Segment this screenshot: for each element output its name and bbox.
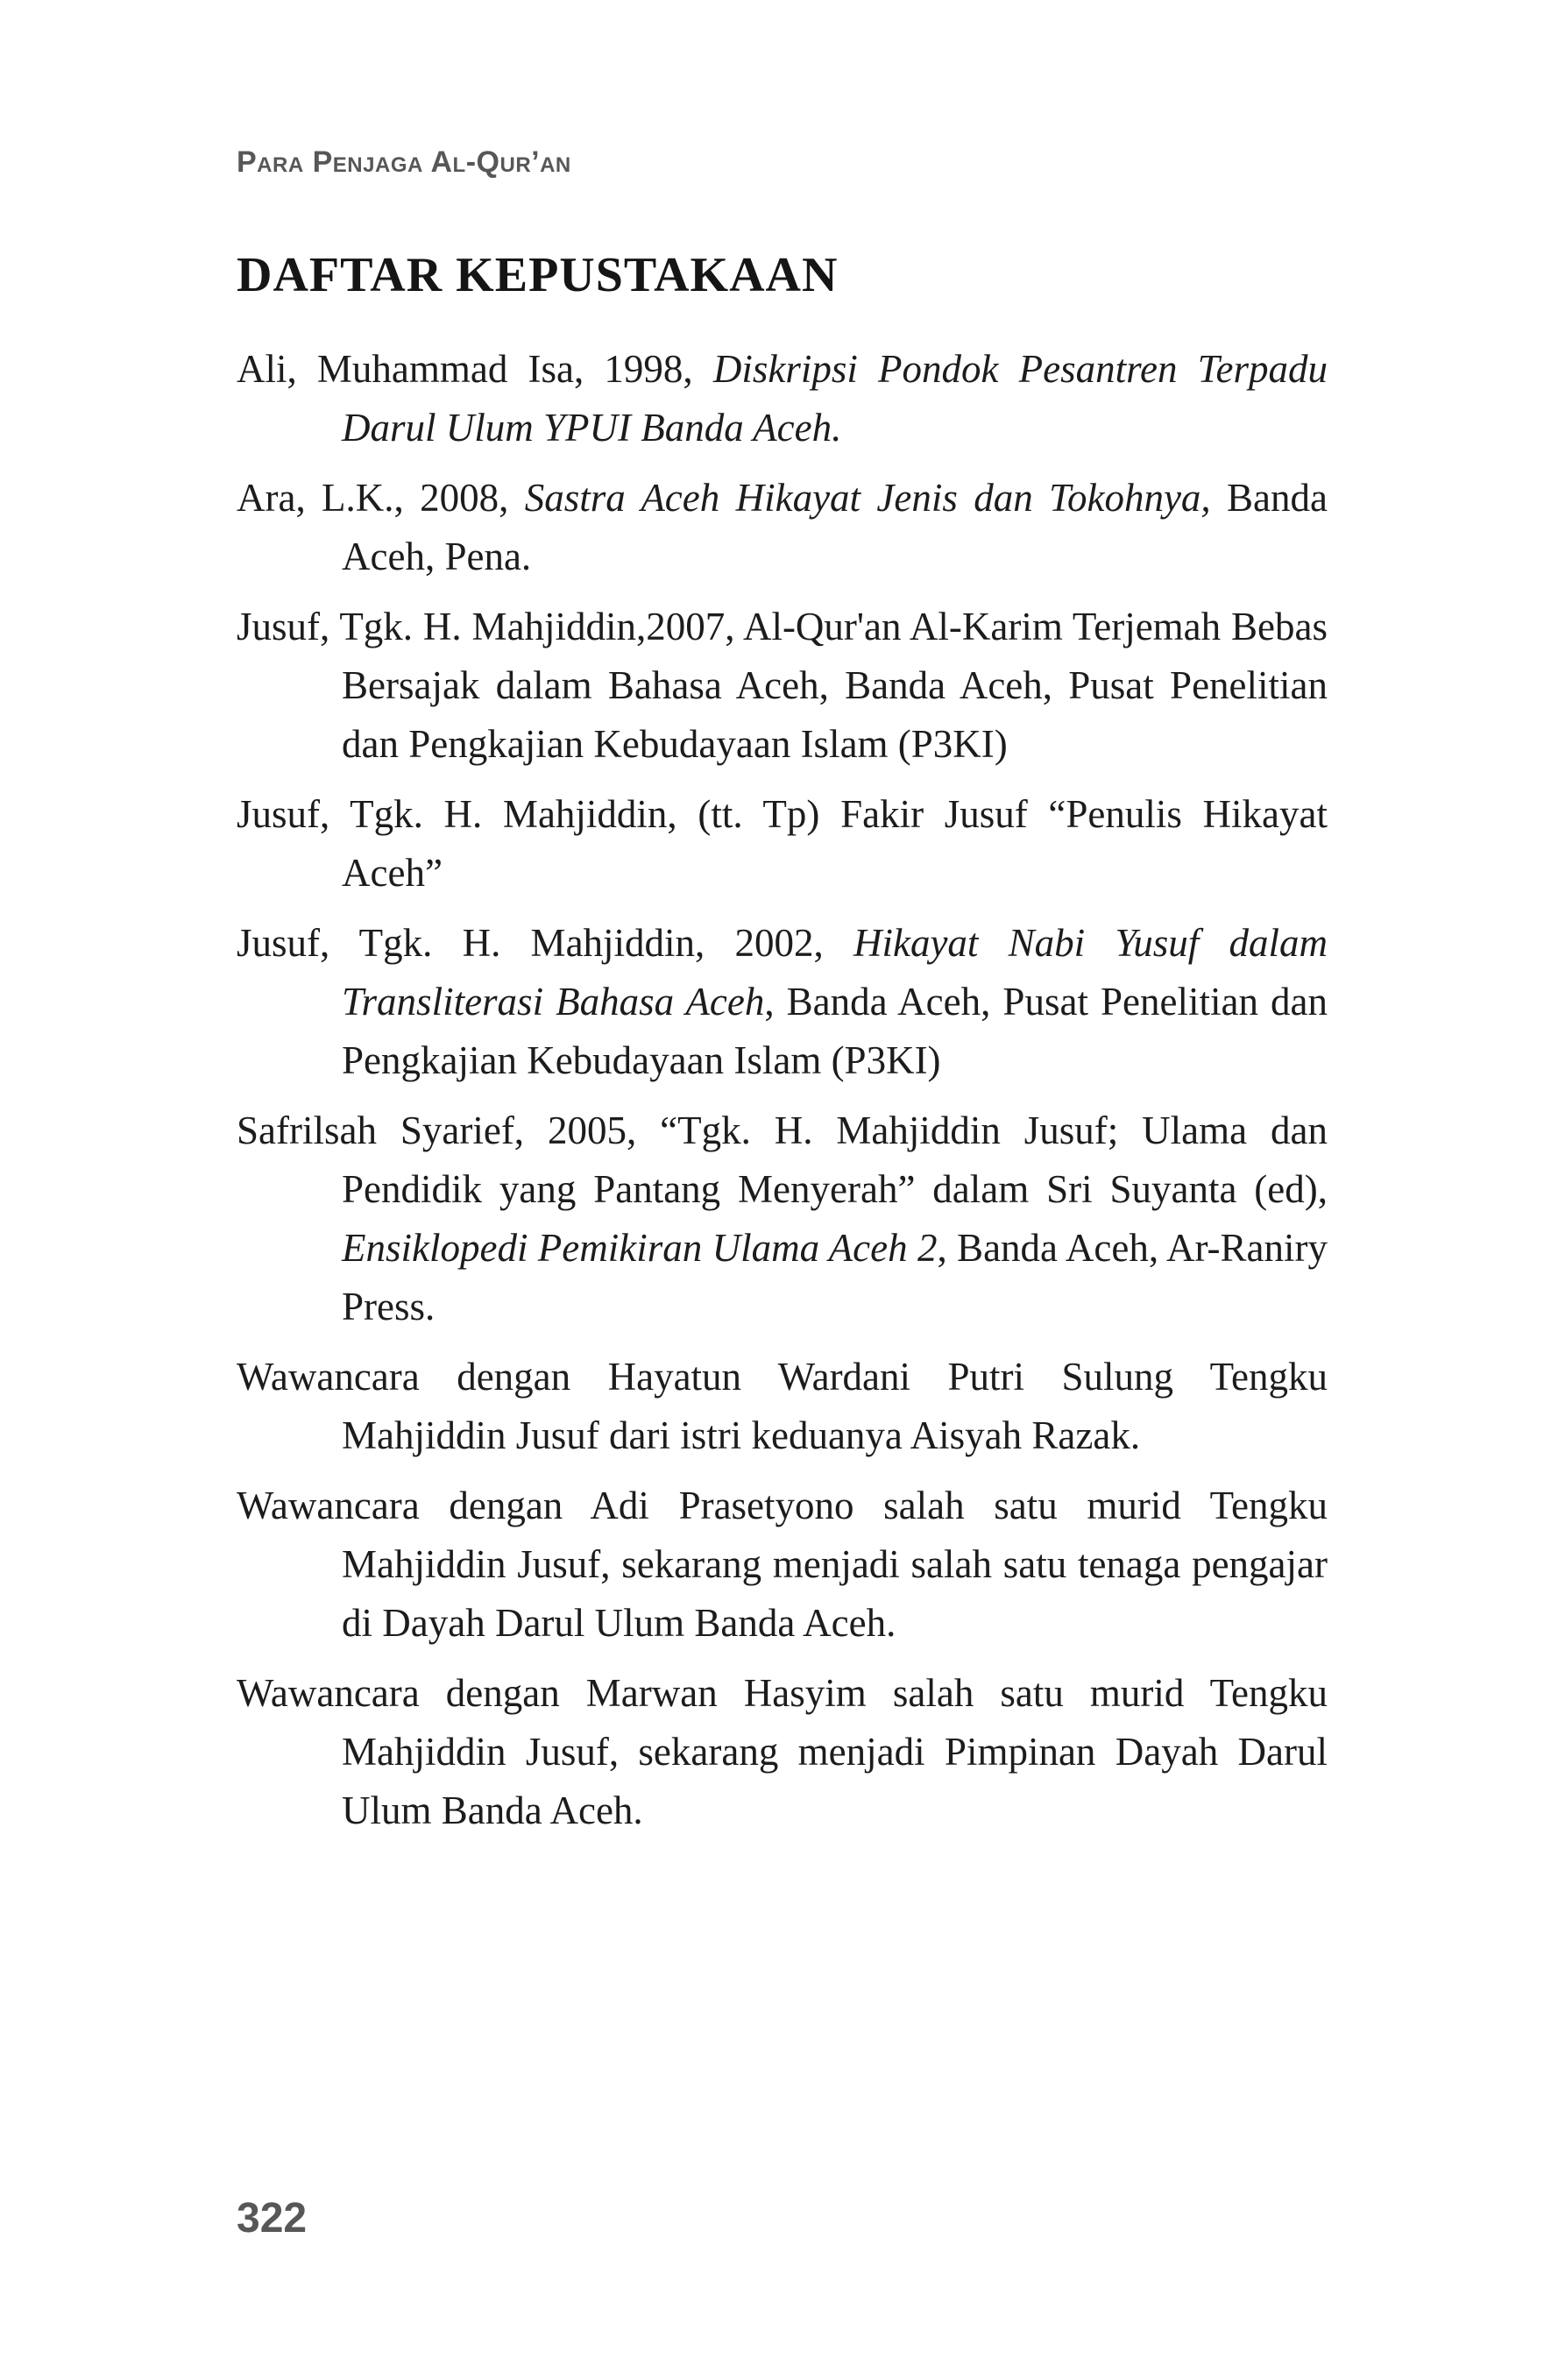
- entry-title-italic: Hikayat Nabi Yusuf dalam Transliterasi Bahasa Aceh: [342, 921, 1328, 1024]
- entry-title-italic: Ensiklopedi Pemikiran Ulama Aceh 2: [342, 1226, 938, 1270]
- entry-text: Banda Aceh, Pena.: [342, 476, 1328, 578]
- bibliography-entry: [237, 785, 1328, 903]
- entry-text: , Banda Aceh, Ar-Raniry Press.: [342, 1226, 1328, 1328]
- bibliography-entry: [237, 914, 1328, 1090]
- bibliography-entry: [237, 340, 1328, 457]
- entry-text: Wawancara dengan Adi Prasetyono salah satu murid Tengku Mahjiddin Jusuf, sekarang menjadi salah satu tenaga pengajar di Dayah Darul Ulum Banda Aceh.: [237, 1484, 1328, 1645]
- entry-text: Jusuf, Tgk. H. Mahjiddin, (tt. Tp) Fakir Jusuf “Penulis Hikayat Aceh”: [237, 792, 1328, 895]
- running-header: Para Penjaga Al-Qur’an: [237, 145, 571, 179]
- entry-title-italic: Diskripsi Pondok Pesantren Terpadu Darul Ulum YPUI Banda Aceh.: [342, 347, 1328, 450]
- entry-title-italic: Sastra Aceh Hikayat Jenis dan Tokohnya,: [524, 476, 1211, 520]
- bibliography-entry: [237, 1477, 1328, 1653]
- bibliography-entry: [237, 1348, 1328, 1465]
- entry-text: Ali, Muhammad Isa, 1998,: [237, 347, 713, 391]
- bibliography-entry: [237, 1101, 1328, 1336]
- entry-text: Safrilsah Syarief, 2005, “Tgk. H. Mahjiddin Jusuf; Ulama dan Pendidik yang Pantang Menyerah” dalam Sri Suyanta (ed),: [237, 1109, 1328, 1211]
- page-title: DAFTAR KEPUSTAKAAN: [237, 248, 839, 302]
- entry-text: Jusuf, Tgk. H. Mahjiddin,2007, Al-Qur'an Al-Karim Terjemah Bebas Bersajak dalam Bahasa Aceh, Banda Aceh, Pusat Penelitian dan Pengkajian Kebudayaan Islam (P3KI): [237, 605, 1328, 766]
- entry-text: Wawancara dengan Marwan Hasyim salah satu murid Tengku Mahjiddin Jusuf, sekarang menjadi Pimpinan Dayah Darul Ulum Banda Aceh.: [237, 1671, 1328, 1832]
- bibliography-entry: [237, 469, 1328, 586]
- entry-text: Ara, L.K., 2008,: [237, 476, 525, 520]
- bibliography-entry: [237, 598, 1328, 774]
- page-number: 322: [237, 2195, 308, 2242]
- entry-text: Jusuf, Tgk. H. Mahjiddin, 2002,: [237, 921, 853, 965]
- bibliography-entry: [237, 1664, 1328, 1840]
- bibliography-list: [237, 340, 1328, 1852]
- entry-text: , Banda Aceh, Pusat Penelitian dan Pengkajian Kebudayaan Islam (P3KI): [342, 980, 1328, 1082]
- entry-text: Wawancara dengan Hayatun Wardani Putri Sulung Tengku Mahjiddin Jusuf dari istri keduanya Aisyah Razak.: [237, 1355, 1328, 1457]
